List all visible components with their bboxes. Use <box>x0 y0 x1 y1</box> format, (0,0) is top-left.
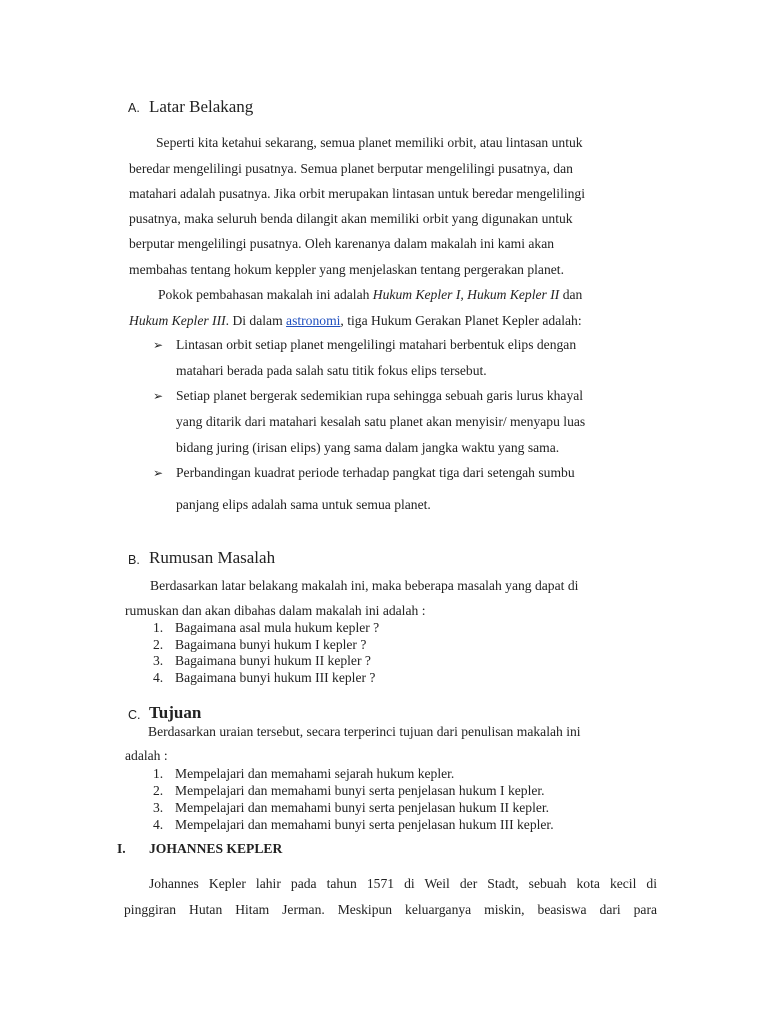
section-a-marker: A. <box>128 101 140 115</box>
bullet-line: panjang elips adalah sama untuk semua planet. <box>176 497 431 512</box>
list-text: Mempelajari dan memahami bunyi serta penjelasan hukum I kepler. <box>175 783 545 798</box>
paragraph-line: Johannes Kepler lahir pada tahun 1571 di Weil der Stadt, sebuah kota kecil di <box>149 876 657 891</box>
list-item <box>153 620 379 637</box>
section-c-marker: C. <box>128 708 141 722</box>
bullet-line: bidang juring (irisan elips) yang sama dalam jangka waktu yang sama. <box>176 440 560 455</box>
paragraph-line: rumuskan dan akan dibahas dalam makalah ini adalah : <box>125 603 426 618</box>
astronomi-link[interactable]: astronomi <box>286 313 341 328</box>
paragraph-line: adalah : <box>125 748 168 763</box>
text-run: . Di dalam <box>225 313 287 328</box>
paragraph-line: matahari adalah pusatnya. Jika orbit merupakan lintasan untuk beredar mengelilingi <box>129 186 585 201</box>
arrow-bullet-icon: ➢ <box>153 389 164 403</box>
bullet-line: Lintasan orbit setiap planet mengelilingi matahari berbentuk elips dengan <box>176 337 577 352</box>
bullet-line: Perbandingan kuadrat periode terhadap pangkat tiga dari setengah sumbu <box>176 465 575 480</box>
list-item <box>153 783 554 800</box>
list-number: 1. <box>153 766 164 781</box>
paragraph-line <box>129 313 582 329</box>
section-b-title: Rumusan Masalah <box>149 548 276 567</box>
list-item <box>153 653 379 670</box>
problem-list <box>153 620 379 686</box>
arrow-bullet-icon: ➢ <box>153 466 164 480</box>
section-c-title: Tujuan <box>149 703 202 722</box>
list-number: 4. <box>153 669 164 685</box>
paragraph-line: pinggiran Hutan Hitam Jerman. Meskipun keluarganya miskin, beasiswa dari para <box>124 902 657 917</box>
bullet-line: Setiap planet bergerak sedemikian rupa sehingga sebuah garis lurus khayal <box>176 388 584 403</box>
list-text: Bagaimana asal mula hukum kepler ? <box>175 620 380 635</box>
section-a-title: Latar Belakang <box>149 97 254 116</box>
list-text: Bagaimana bunyi hukum II kepler ? <box>175 653 371 669</box>
list-text: Mempelajari dan memahami sejarah hukum kepler. <box>175 766 455 781</box>
objective-list <box>153 766 554 834</box>
list-number: 3. <box>153 800 164 815</box>
text-run: dan <box>559 287 583 302</box>
list-number: 3. <box>153 653 164 669</box>
chapter-title: JOHANNES KEPLER <box>149 841 283 856</box>
italic-run: Hukum Kepler I, Hukum Kepler II <box>372 287 560 302</box>
paragraph-line: pusatnya, maka seluruh benda dilangit akan memiliki orbit yang digunakan untuk <box>129 211 573 226</box>
italic-run: Hukum Kepler III <box>129 313 226 328</box>
list-text: Bagaimana bunyi hukum III kepler ? <box>175 669 376 685</box>
list-item <box>153 766 554 783</box>
text-run: , tiga Hukum Gerakan Planet Kepler adalah: <box>340 313 582 328</box>
list-number: 2. <box>153 783 164 798</box>
list-number: 1. <box>153 620 164 635</box>
paragraph-line: Seperti kita ketahui sekarang, semua planet memiliki orbit, atau lintasan untuk <box>156 135 583 150</box>
list-text: Mempelajari dan memahami bunyi serta penjelasan hukum III kepler. <box>175 817 554 832</box>
bullet-line: matahari berada pada salah satu titik fokus elips tersebut. <box>176 363 487 378</box>
paragraph-line: beredar mengelilingi pusatnya. Semua planet berputar mengelilingi pusatnya, dan <box>129 161 573 176</box>
list-number: 4. <box>153 817 164 832</box>
list-item <box>153 637 379 654</box>
list-item <box>153 800 554 817</box>
paragraph-line: Berdasarkan uraian tersebut, secara terperinci tujuan dari penulisan makalah ini <box>148 724 581 739</box>
list-item <box>153 817 554 834</box>
arrow-bullet-icon: ➢ <box>153 338 164 352</box>
paragraph-line: berputar mengelilingi pusatnya. Oleh karenanya dalam makalah ini kami akan <box>129 236 555 251</box>
paragraph-line <box>158 287 582 303</box>
paragraph-line: Berdasarkan latar belakang makalah ini, maka beberapa masalah yang dapat di <box>150 578 579 593</box>
section-b-marker: B. <box>128 553 140 567</box>
list-item <box>153 670 379 687</box>
paragraph-line: membahas tentang hokum keppler yang menjelaskan tentang pergerakan planet. <box>129 262 564 277</box>
text-run: Pokok pembahasan makalah ini adalah <box>158 287 373 302</box>
list-text: Mempelajari dan memahami bunyi serta penjelasan hukum II kepler. <box>175 800 550 815</box>
list-text: Bagaimana bunyi hukum I kepler ? <box>175 636 367 652</box>
bullet-line: yang ditarik dari matahari kesalah satu planet akan menyisir/ menyapu luas <box>176 414 586 429</box>
list-number: 2. <box>153 636 164 652</box>
chapter-numeral: I. <box>117 841 126 856</box>
